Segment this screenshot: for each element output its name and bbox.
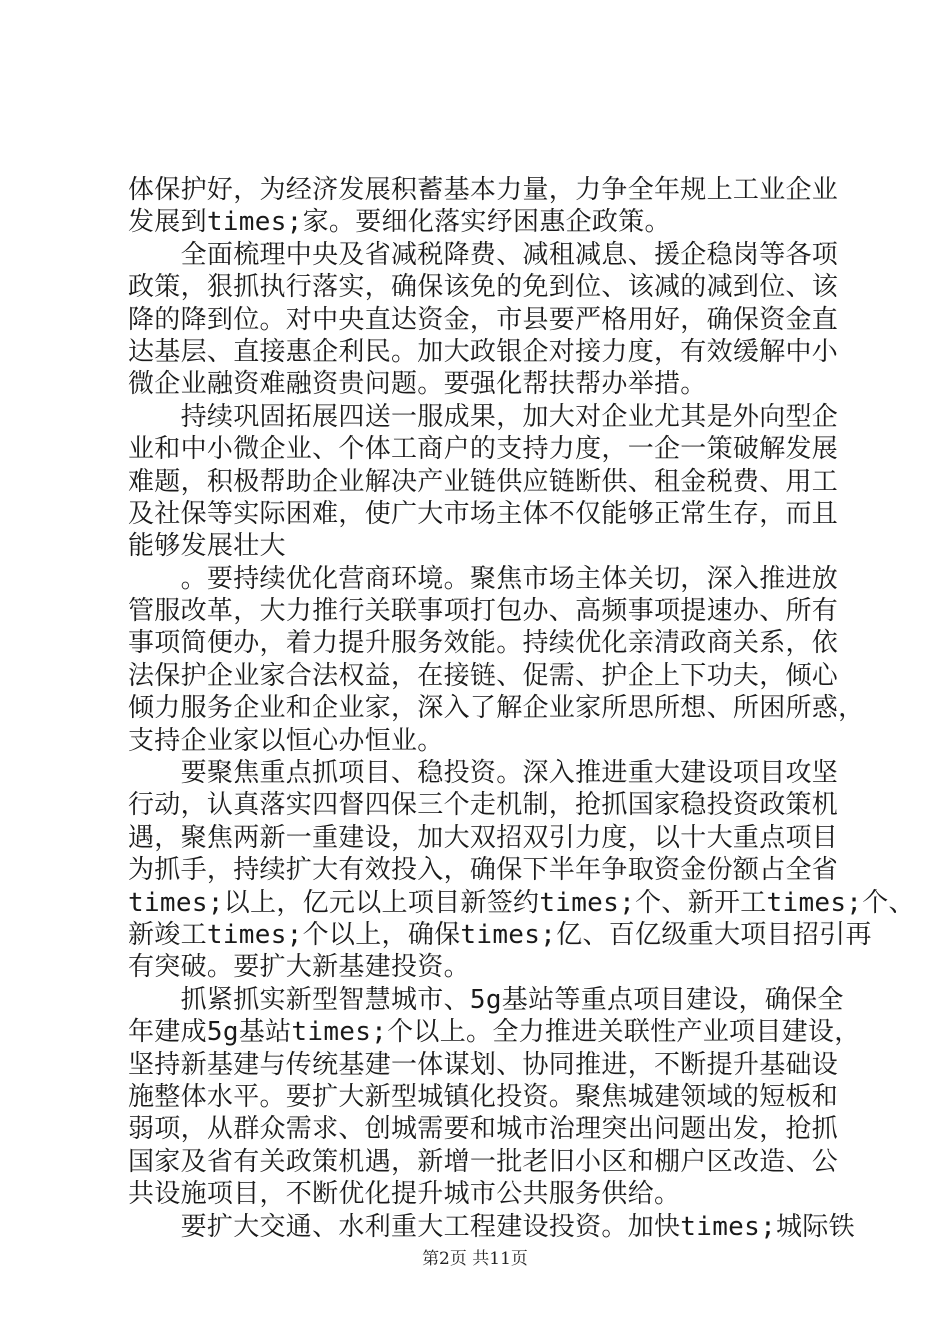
text-line: 持续巩固拓展四送一服成果，加大对企业尤其是外向型企 (128, 401, 839, 432)
text-line: 达基层、直接惠企利民。加大政银企对接力度，有效缓解中小 (128, 336, 839, 367)
text-line: 国家及省有关政策机遇，新增一批老旧小区和棚户区改造、公 (128, 1146, 839, 1177)
text-line: 倾力服务企业和企业家，深入了解企业家所思所想、所困所惑， (128, 693, 865, 724)
text-line: 体保护好，为经济发展积蓄基本力量，力争全年规上工业企业 (128, 175, 839, 205)
text-line: 施整体水平。要扩大新型城镇化投资。聚焦城建领域的短板和 (128, 1081, 839, 1112)
document-body (128, 174, 915, 1243)
text-line: 共设施项目，不断优化提升城市公共服务供给。 (128, 1179, 681, 1210)
text-line: 事项简便办，着力提升服务效能。持续优化亲清政商关系，依 (128, 628, 839, 659)
text-line: 业和中小微企业、个体工商户的支持力度，一企一策破解发展 (128, 434, 839, 465)
text-line: 政策，狠抓执行落实，确保该免的免到位、该减的减到位、该 (128, 272, 839, 303)
text-line: 。要持续优化营商环境。聚焦市场主体关切，深入推进放 (128, 563, 839, 594)
text-line: 弱项，从群众需求、创城需要和城市治理突出问题出发，抢抓 (128, 1114, 839, 1145)
text-line: 年建成5g基站times;个以上。全力推进关联性产业项目建设， (128, 1017, 861, 1048)
text-line: 能够发展壮大 (128, 531, 286, 562)
text-line: 遇，聚焦两新一重建设，加大双招双引力度，以十大重点项目 (128, 822, 839, 853)
text-line: 要聚焦重点抓项目、稳投资。深入推进重大建设项目攻坚 (128, 758, 839, 789)
text-line: 全面梳理中央及省减税降费、减租减息、援企稳岗等各项 (128, 239, 839, 270)
page-number-footer: 第2页 共11页 (422, 1249, 528, 1269)
text-line: 微企业融资难融资贵问题。要强化帮扶帮办举措。 (128, 369, 707, 400)
text-line: 管服改革，大力推行关联事项打包办、高频事项提速办、所有 (128, 596, 839, 627)
text-line: 有突破。要扩大新基建投资。 (128, 952, 470, 983)
text-line: 抓紧抓实新型智慧城市、5g基站等重点项目建设，确保全 (128, 984, 844, 1015)
text-line: 法保护企业家合法权益，在接链、促需、护企上下功夫，倾心 (128, 660, 839, 691)
text-line: 为抓手，持续扩大有效投入，确保下半年争取资金份额占全省 (128, 855, 839, 886)
text-line: 新竣工times;个以上，确保times;亿、百亿级重大项目招引再 (128, 919, 872, 950)
text-line: 支持企业家以恒心办恒业。 (128, 725, 444, 756)
text-line: 发展到times;家。要细化落实纾困惠企政策。 (128, 207, 671, 238)
text-line: 要扩大交通、水利重大工程建设投资。加快times;城际铁 (128, 1211, 855, 1242)
text-line: 难题，积极帮助企业解决产业链供应链断供、租金税费、用工 (128, 466, 839, 497)
text-line: 及社保等实际困难，使广大市场主体不仅能够正常生存，而且 (128, 498, 839, 529)
text-line: 坚持新基建与传统基建一体谋划、协同推进，不断提升基础设 (128, 1049, 839, 1080)
text-line: times;以上，亿元以上项目新签约times;个、新开工times;个、 (128, 887, 915, 918)
text-line: 行动，认真落实四督四保三个走机制，抢抓国家稳投资政策机 (128, 790, 839, 821)
text-line: 降的降到位。对中央直达资金，市县要严格用好，确保资金直 (128, 304, 839, 335)
